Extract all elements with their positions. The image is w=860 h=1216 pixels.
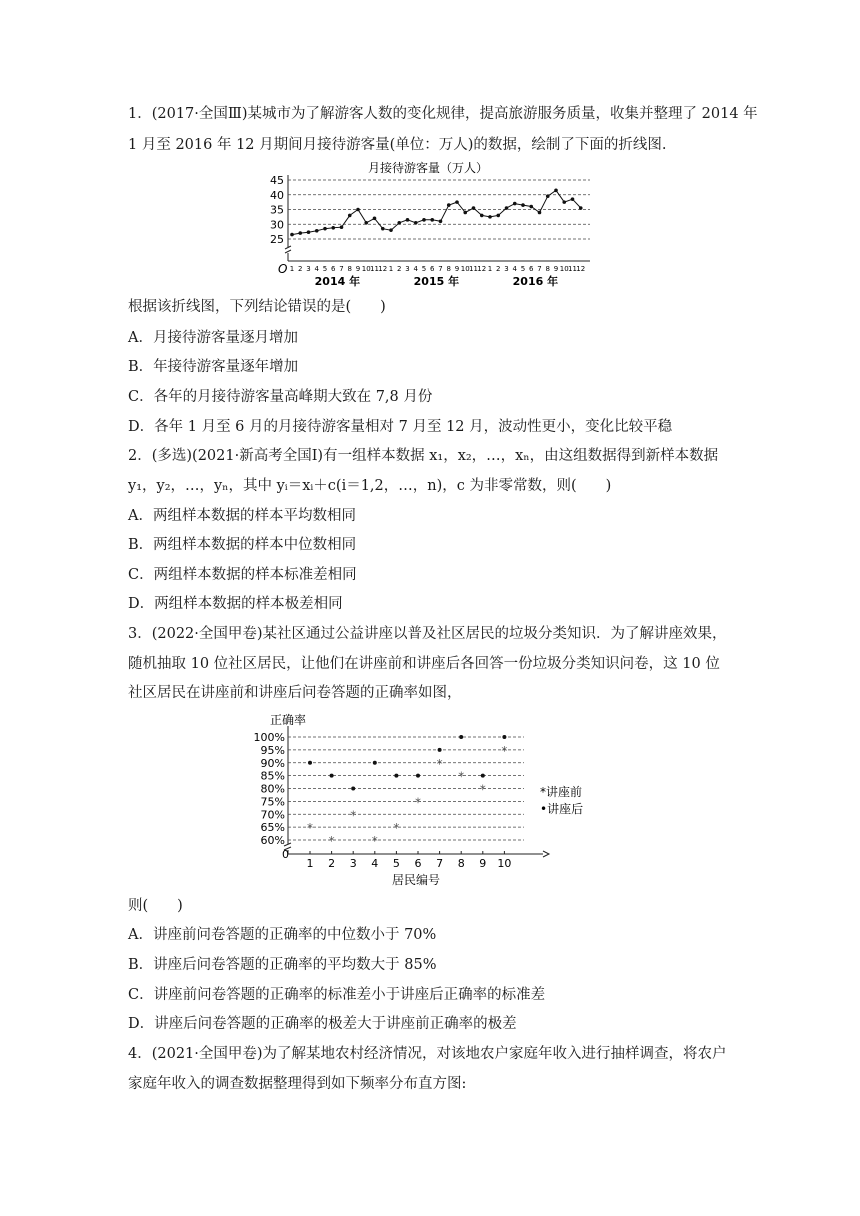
chart1-x-tick-label: 10	[460, 265, 470, 273]
chart1-point	[571, 197, 575, 201]
chart1-x-tick-label: 2	[496, 265, 501, 273]
chart1-point	[340, 225, 344, 229]
chart1-point	[579, 206, 583, 210]
q3-option-b: B．讲座后问卷答题的正确率的平均数大于 85%	[128, 957, 437, 973]
chart2-point-before: *	[436, 756, 443, 771]
q1-option-c: C．各年的月接待游客量高峰期大致在 7,8 月份	[128, 389, 433, 405]
chart1-x-tick-label: 3	[405, 265, 410, 273]
chart2-x-tick-label: 9	[479, 857, 487, 870]
chart1-point	[562, 200, 566, 204]
chart1-x-tick-label: 8	[446, 265, 451, 273]
q2-option-b: B．两组样本数据的样本中位数相同	[128, 537, 357, 553]
chart1-point	[397, 221, 401, 225]
chart1-x-tick-label: 7	[537, 265, 542, 273]
q1-option-a: A．月接待游客量逐月增加	[128, 330, 298, 346]
q2-option-c: C．两组样本数据的样本标准差相同	[128, 567, 357, 583]
q3-option-a: A．讲座前问卷答题的正确率的中位数小于 70%	[128, 927, 437, 943]
chart1-x-tick-label: 4	[314, 265, 319, 273]
chart2-point-before: *	[371, 834, 378, 848]
chart2-x-tick-label: 8	[457, 857, 465, 870]
chart2-point-after	[394, 774, 398, 778]
q2-option-d: D．两组样本数据的样本极差相同	[128, 596, 343, 612]
chart1-x-tick-label: 3	[504, 265, 509, 273]
chart2-point-before: *	[328, 834, 335, 848]
chart1-x-tick-label: 6	[331, 265, 336, 273]
chart1-x-tick-label: 6	[430, 265, 435, 273]
chart2-ylabel: 正确率	[270, 713, 307, 727]
chart2-point-after	[308, 761, 312, 765]
chart1-origin-label: O	[278, 262, 288, 276]
chart1-point	[554, 189, 558, 193]
chart1-point	[389, 228, 393, 232]
q1-option-d: D．各年 1 月至 6 月的月接待游客量相对 7 月至 12 月，波动性更小，变化比较平稳	[128, 419, 673, 435]
chart1-x-tick-label: 5	[520, 265, 526, 273]
chart2-y-tick-label: 70%	[260, 808, 285, 822]
chart1-x-tick-label: 4	[512, 265, 517, 273]
chart1-y-tick-label: 35	[270, 203, 284, 217]
chart2-point-after	[330, 774, 334, 778]
chart2-point-after	[502, 735, 506, 739]
chart2-point-before: *	[501, 743, 508, 758]
chart1-point	[323, 227, 327, 231]
chart1-point	[488, 215, 492, 219]
chart1-x-tick-label: 3	[306, 265, 311, 273]
q1-line-2: 1 月至 2016 年 12 月期间月接待游客量(单位：万人)的数据，绘制了下面的折线图.	[128, 137, 667, 153]
chart2-point-before: *	[458, 769, 465, 784]
chart1-x-tick-label: 12	[378, 265, 388, 273]
chart1-point	[472, 206, 476, 210]
q1-option-b: B．年接待游客量逐年增加	[128, 359, 299, 375]
chart2-y-tick-label: 90%	[260, 756, 285, 770]
chart2-legend-after: •讲座后	[540, 802, 584, 816]
chart1-year-label: 2015 年	[413, 275, 460, 288]
chart1-x-tick-label: 5	[421, 265, 427, 273]
chart1-point	[307, 230, 311, 234]
chart2-origin-label: 0	[282, 848, 289, 861]
q1-stem: 根据该折线图，下列结论错误的是( )	[128, 299, 386, 315]
chart2-x-tick-label: 7	[436, 857, 444, 870]
chart1-x-tick-label: 2	[397, 265, 402, 273]
q4-line-1: 4．(2021·全国甲卷)为了解某地农村经济情况，对该地农户家庭年收入进行抽样调查，将农户	[128, 1046, 727, 1062]
chart1-x-tick-label: 11	[568, 265, 577, 273]
chart1-point	[455, 200, 459, 204]
chart1-point	[430, 218, 434, 222]
chart2-y-tick-label: 65%	[260, 821, 285, 835]
chart2-point-after	[351, 787, 355, 791]
chart2-y-tick-label: 60%	[260, 834, 285, 847]
chart1-x-tick-label: 1	[487, 265, 493, 273]
chart1-x-tick-label: 11	[370, 265, 379, 273]
chart1-point	[480, 214, 484, 218]
chart2-point-after	[459, 735, 463, 739]
chart1-point	[439, 220, 443, 224]
chart1-y-tick-label: 45	[270, 174, 284, 187]
chart1-x-tick-label: 12	[576, 265, 586, 273]
chart1-x-tick-label: 9	[355, 265, 361, 273]
chart2-y-tick-label: 85%	[260, 769, 285, 783]
q2-line-2: y₁，y₂，…，yₙ，其中 yᵢ＝xᵢ＋c(i＝1,2，…，n)，c 为非零常数，则( )	[128, 478, 612, 494]
chart2-y-tick-label: 80%	[260, 782, 285, 796]
chart1-point	[496, 214, 500, 218]
chart1-x-tick-label: 1	[289, 265, 295, 273]
chart2-point-after	[373, 761, 377, 765]
chart1-point	[513, 202, 517, 206]
q3-option-c: C．讲座前问卷答题的正确率的标准差小于讲座后正确率的标准差	[128, 987, 546, 1003]
chart2-x-tick-label: 2	[328, 857, 336, 870]
chart1-point	[406, 218, 410, 222]
q4-line-2: 家庭年收入的调查数据整理得到如下频率分布直方图:	[128, 1076, 467, 1092]
chart1-x-tick-label: 2	[298, 265, 303, 273]
chart2-x-tick-label: 6	[414, 857, 422, 870]
chart1-point	[290, 233, 294, 237]
chart2-x-tick-label: 4	[371, 857, 379, 870]
chart1-x-tick-label: 9	[553, 265, 559, 273]
chart1-y-tick-label: 25	[270, 233, 284, 246]
chart2-point-after	[481, 774, 485, 778]
chart2-y-tick-label: 75%	[260, 795, 285, 809]
chart2-point-after	[438, 748, 442, 752]
monthly-visitors-line-chart	[258, 157, 598, 292]
chart2-x-arrow	[543, 851, 549, 857]
chart1-point	[373, 217, 377, 221]
correct-rate-scatter-chart	[253, 712, 618, 890]
chart1-year-label: 2014 年	[314, 275, 361, 288]
chart2-x-tick-label: 10	[497, 857, 512, 870]
chart1-x-tick-label: 10	[361, 265, 371, 273]
chart2-x-tick-label: 1	[306, 857, 314, 870]
chart1-x-tick-label: 8	[347, 265, 352, 273]
chart1-y-tick-label: 40	[270, 188, 284, 202]
chart1-point	[315, 229, 319, 233]
chart1-x-tick-label: 1	[388, 265, 394, 273]
chart1-point	[505, 206, 509, 210]
q3-line-3: 社区居民在讲座前和讲座后问卷答题的正确率如图，	[128, 685, 462, 701]
chart2-x-tick-label: 3	[349, 857, 357, 870]
chart1-point	[538, 211, 542, 215]
chart1-point	[414, 221, 418, 225]
q3-stem: 则( )	[128, 898, 183, 914]
chart1-x-tick-label: 7	[339, 265, 344, 273]
chart1-x-tick-label: 12	[477, 265, 487, 273]
chart2-y-tick-label: 100%	[253, 731, 285, 744]
chart1-x-tick-label: 10	[559, 265, 569, 273]
chart1-title: 月接待游客量（万人）	[367, 161, 489, 175]
chart1-x-tick-label: 5	[322, 265, 328, 273]
chart2-point-before: *	[479, 782, 486, 797]
chart2-y-tick-label: 95%	[260, 743, 285, 757]
chart1-x-tick-label: 9	[454, 265, 460, 273]
q3-line-2: 随机抽取 10 位社区居民，让他们在讲座前和讲座后各回答一份垃圾分类知识问卷，这 10 位	[128, 656, 720, 672]
q1-line-1: 1．(2017·全国Ⅲ)某城市为了解游客人数的变化规律，提高旅游服务质量，收集并整理了 2014 年	[128, 106, 758, 122]
chart1-x-tick-label: 7	[438, 265, 443, 273]
chart1-x-tick-label: 6	[529, 265, 534, 273]
chart1-x-tick-label: 11	[469, 265, 478, 273]
chart2-point-before: *	[393, 821, 400, 836]
q3-line-1: 3．(2022·全国甲卷)某社区通过公益讲座以普及社区居民的垃圾分类知识．为了解讲座效果，	[128, 626, 727, 642]
chart1-series-line	[292, 190, 581, 234]
chart1-point	[422, 218, 426, 222]
chart1-point	[546, 194, 550, 198]
q3-option-d: D．讲座后问卷答题的正确率的极差大于讲座前正确率的极差	[128, 1016, 517, 1032]
chart1-x-tick-label: 8	[545, 265, 550, 273]
chart1-point	[463, 211, 467, 215]
chart1-point	[331, 226, 335, 230]
chart1-point	[356, 208, 360, 212]
q2-line-1: 2．(多选)(2021·新高考全国Ⅰ)有一组样本数据 x₁，x₂，…，xₙ，由这组数据得到新样本数据	[128, 448, 719, 464]
chart1-point	[521, 203, 525, 207]
chart1-axis-break	[285, 246, 291, 253]
chart2-xlabel: 居民编号	[391, 873, 441, 887]
chart2-point-after	[416, 774, 420, 778]
chart1-point	[447, 203, 451, 207]
chart1-point	[348, 214, 352, 218]
chart1-x-tick-label: 4	[413, 265, 418, 273]
chart2-x-tick-label: 5	[392, 857, 400, 870]
chart1-point	[364, 221, 368, 225]
chart1-point	[381, 227, 385, 231]
chart2-point-before: *	[307, 821, 313, 836]
chart1-point	[298, 231, 302, 235]
chart2-point-before: *	[350, 808, 357, 823]
chart2-point-before: *	[415, 795, 421, 810]
q2-option-a: A．两组样本数据的样本平均数相同	[128, 508, 356, 524]
chart1-y-tick-label: 30	[270, 218, 284, 232]
chart2-legend-before: *讲座前	[540, 785, 583, 799]
chart1-point	[529, 205, 533, 209]
chart1-year-label: 2016 年	[512, 275, 559, 288]
